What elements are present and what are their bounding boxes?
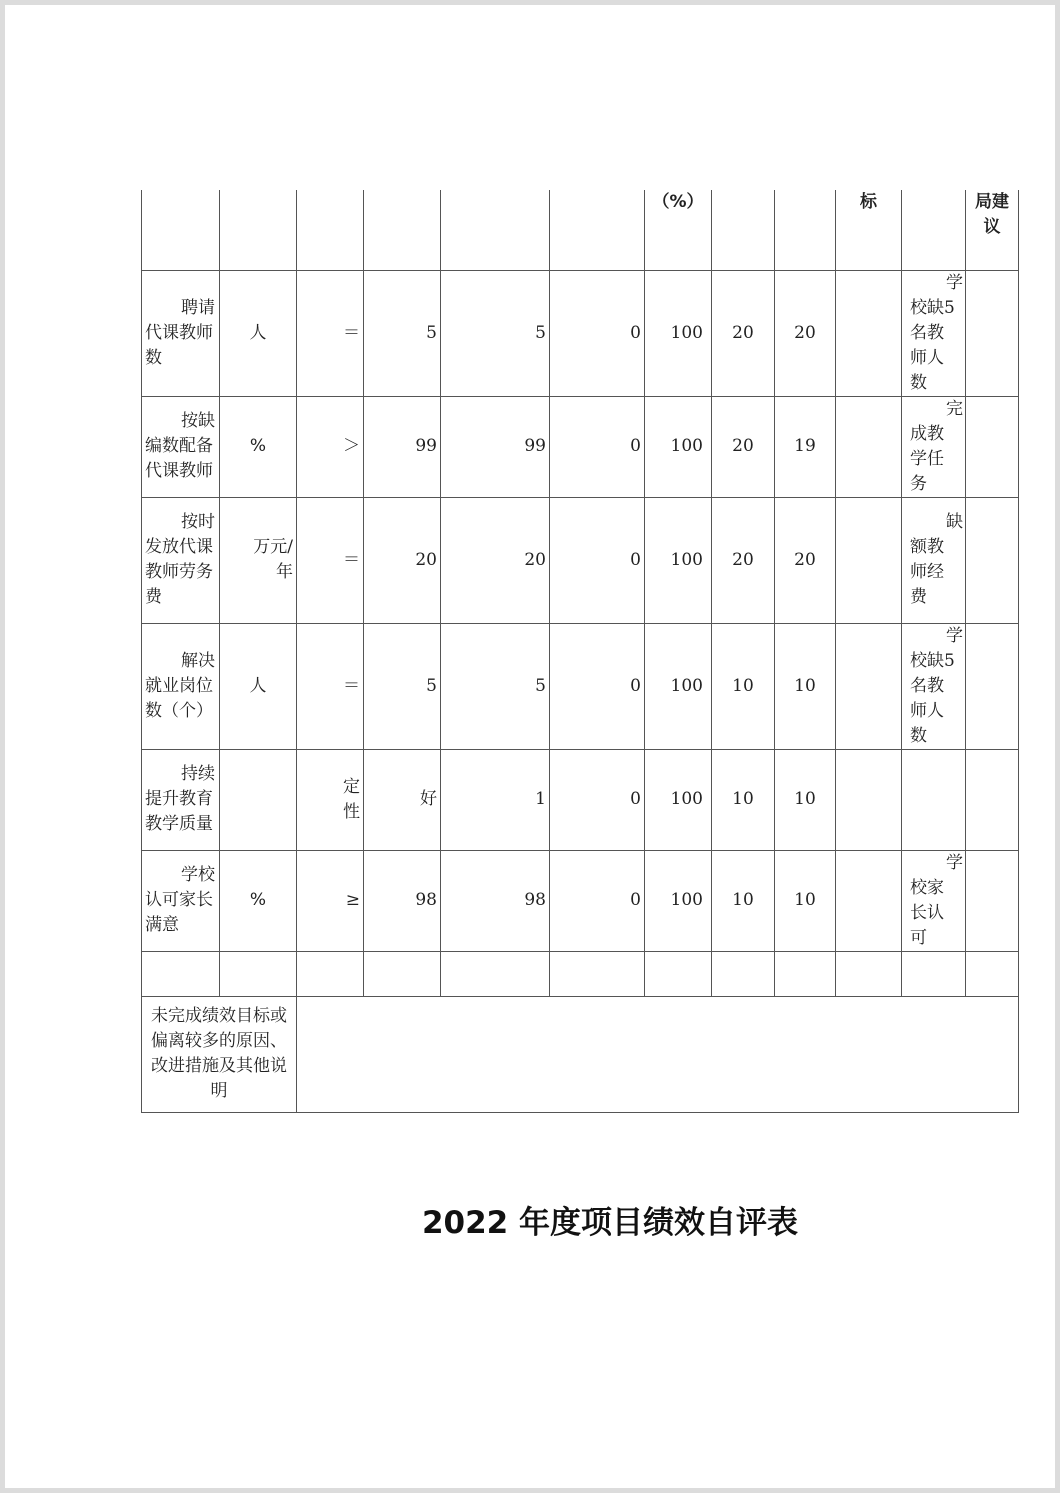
note-value bbox=[297, 996, 1019, 1112]
table-row bbox=[142, 850, 1019, 951]
deviation-cell: 0 bbox=[550, 497, 645, 623]
actual-cell: 99 bbox=[441, 396, 550, 497]
rate-cell: 100 bbox=[645, 497, 712, 623]
remark-cell: 完成教学任务 bbox=[902, 396, 966, 497]
remark-cell: 缺额教师经费 bbox=[902, 497, 966, 623]
unit-cell: 人 bbox=[220, 270, 297, 396]
empty-cell bbox=[441, 951, 550, 996]
page-title: 2022 年度项目绩效自评表 bbox=[421, 1205, 799, 1241]
score-cell: 20 bbox=[775, 270, 836, 396]
score-cell: 19 bbox=[775, 396, 836, 497]
target-cell: 5 bbox=[364, 270, 441, 396]
header-continuation-row bbox=[142, 190, 1019, 270]
remark-cell: 学校缺5名教师人数 bbox=[902, 623, 966, 749]
indicator-cell: 聘请代课教师数 bbox=[142, 270, 220, 396]
weight-cell: 20 bbox=[712, 270, 775, 396]
operator-cell: ＞ bbox=[297, 396, 364, 497]
deviation-cell: 0 bbox=[550, 850, 645, 951]
deviation-cell: 0 bbox=[550, 749, 645, 850]
actual-cell: 5 bbox=[441, 270, 550, 396]
target-cell: 20 bbox=[364, 497, 441, 623]
rate-cell: 100 bbox=[645, 749, 712, 850]
actual-cell: 1 bbox=[441, 749, 550, 850]
rate-cell: 100 bbox=[645, 623, 712, 749]
unit-cell: 人 bbox=[220, 623, 297, 749]
unit-cell: % bbox=[220, 396, 297, 497]
actual-cell: 5 bbox=[441, 623, 550, 749]
unit-cell: % bbox=[220, 850, 297, 951]
empty-cell bbox=[966, 850, 1019, 951]
table-row bbox=[142, 623, 1019, 749]
header-suggestion: 局建议 bbox=[966, 190, 1019, 270]
empty-cell bbox=[712, 951, 775, 996]
rate-cell: 100 bbox=[645, 270, 712, 396]
score-cell: 10 bbox=[775, 623, 836, 749]
empty-cell bbox=[836, 951, 902, 996]
empty-cell bbox=[836, 270, 902, 396]
note-row bbox=[142, 996, 1019, 1112]
note-label: 未完成绩效目标或偏离较多的原因、改进措施及其他说明 bbox=[142, 996, 297, 1112]
empty-cell bbox=[220, 951, 297, 996]
weight-cell: 10 bbox=[712, 623, 775, 749]
empty-cell bbox=[836, 850, 902, 951]
deviation-cell: 0 bbox=[550, 623, 645, 749]
blank-row bbox=[142, 951, 1019, 996]
score-cell: 20 bbox=[775, 497, 836, 623]
header-indicator: 标 bbox=[836, 190, 902, 270]
header-rate: （%） bbox=[645, 190, 712, 270]
indicator-cell: 按时发放代课教师劳务费 bbox=[142, 497, 220, 623]
table-row bbox=[142, 497, 1019, 623]
weight-cell: 20 bbox=[712, 497, 775, 623]
operator-cell: ＝ bbox=[297, 623, 364, 749]
weight-cell: 10 bbox=[712, 749, 775, 850]
actual-cell: 98 bbox=[441, 850, 550, 951]
deviation-cell: 0 bbox=[550, 270, 645, 396]
empty-cell bbox=[966, 497, 1019, 623]
unit-cell bbox=[220, 749, 297, 850]
score-cell: 10 bbox=[775, 749, 836, 850]
empty-cell bbox=[966, 270, 1019, 396]
empty-cell bbox=[775, 951, 836, 996]
operator-cell: ≥ bbox=[297, 850, 364, 951]
actual-cell: 20 bbox=[441, 497, 550, 623]
remark-cell: 学校缺5名教师人数 bbox=[902, 270, 966, 396]
document-page bbox=[5, 5, 1055, 1488]
table-row bbox=[142, 749, 1019, 850]
performance-table bbox=[141, 190, 1019, 1113]
empty-cell bbox=[836, 396, 902, 497]
table-row bbox=[142, 270, 1019, 396]
empty-cell bbox=[966, 396, 1019, 497]
indicator-cell: 持续提升教育教学质量 bbox=[142, 749, 220, 850]
target-cell: 5 bbox=[364, 623, 441, 749]
score-cell: 10 bbox=[775, 850, 836, 951]
rate-cell: 100 bbox=[645, 850, 712, 951]
operator-cell: ＝ bbox=[297, 270, 364, 396]
empty-cell bbox=[966, 623, 1019, 749]
empty-cell bbox=[550, 951, 645, 996]
empty-cell bbox=[902, 951, 966, 996]
empty-cell bbox=[836, 749, 902, 850]
empty-cell bbox=[836, 623, 902, 749]
empty-cell bbox=[364, 951, 441, 996]
indicator-cell: 学校认可家长满意 bbox=[142, 850, 220, 951]
unit-cell: 万元/年 bbox=[220, 497, 297, 623]
remark-cell bbox=[902, 749, 966, 850]
weight-cell: 20 bbox=[712, 396, 775, 497]
table-row bbox=[142, 396, 1019, 497]
empty-cell bbox=[297, 951, 364, 996]
empty-cell bbox=[966, 951, 1019, 996]
rate-cell: 100 bbox=[645, 396, 712, 497]
empty-cell bbox=[966, 749, 1019, 850]
empty-cell bbox=[142, 951, 220, 996]
empty-cell bbox=[836, 497, 902, 623]
weight-cell: 10 bbox=[712, 850, 775, 951]
target-cell: 98 bbox=[364, 850, 441, 951]
indicator-cell: 按缺编数配备代课教师 bbox=[142, 396, 220, 497]
remark-cell: 学校家长认可 bbox=[902, 850, 966, 951]
target-cell: 99 bbox=[364, 396, 441, 497]
deviation-cell: 0 bbox=[550, 396, 645, 497]
operator-cell: ＝ bbox=[297, 497, 364, 623]
operator-cell: 定性 bbox=[297, 749, 364, 850]
empty-cell bbox=[645, 951, 712, 996]
target-cell: 好 bbox=[364, 749, 441, 850]
indicator-cell: 解决就业岗位数（个） bbox=[142, 623, 220, 749]
